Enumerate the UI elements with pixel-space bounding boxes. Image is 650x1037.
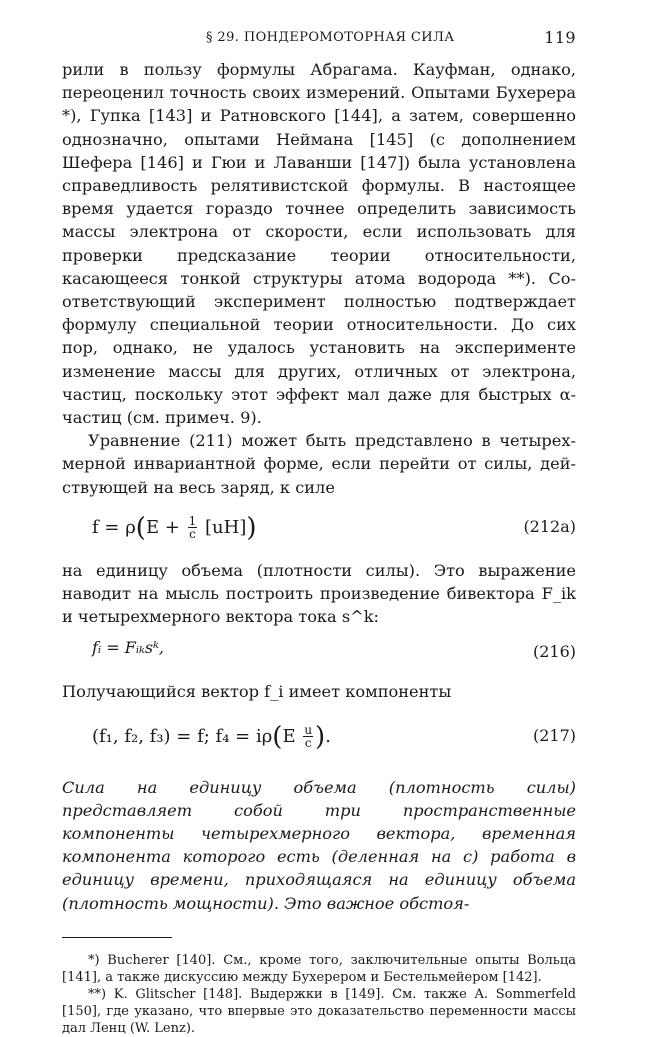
fraction-u-over-c: $\frac{u}{c}$ [304,723,313,751]
footnote-1: *) Bucherer [140]. См., кроме того, заключительные опыты Вольца [141], а также дискуссию между Бухерером и Бестельмейером [142]. [62,952,576,985]
fraction-1-over-c: $\frac{1}{c}$ [188,514,197,542]
footnote-divider [62,937,172,938]
equation-216 [62,638,576,668]
paragraph-5: Сила на единицу объема (плотность силы) представляет собой три пространственные компоненты четырехмерного вектора, временная компонента которого есть (деленная на c) работа в единицу времени, приходящаяся на единицу объема (плотность мощности). Это важное обстоя- [62,777,576,913]
equation-212a-body: f = ρ(E + $\frac{1}{c}$ [uH]) [92,512,257,543]
page-number: 119 [544,28,576,47]
paragraph-2: Уравнение (211) может быть представлено в четырехмерной инвариантной форме, если перейти от силы, действующей на весь заряд, к силе [62,431,576,497]
section-title: § 29. ПОНДЕРОМОТОРНАЯ СИЛА [206,30,455,45]
footnote-2: **) K. Glitscher [148]. Выдержки в [149]. См. также A. Sommerfeld [150], где указано, что впервые это доказательство переменности массы дал Ленц (W. Lenz). [62,986,576,1036]
equation-217-body: (f₁, f₂, f₃) = f; f₄ = iρ(E $\frac{u}{c}$ ). [92,721,331,752]
paragraph-1: рили в пользу формулы Абрагама. Кауфман, однако, переоценил точность своих измерений. Опытами Бухерера *), Гупка [143] и Ратновского [144], а затем, совершенно однозначно, опытами Неймана [145] (с дополнением Шефера [146] и Гюи и Лаванши [147]) была установлена справедливость релятивистской формулы. В настоящее время удается гораздо точнее определить зависимость массы электрона от скорости, если использовать для проверки предсказание теории относительности, касающееся тонкой структуры атома водорода **). Соответствующий эксперимент полностью подтверждает формулу специальной теории относительности. До сих пор, однако, не удалось установить на эксперименте изменение массы для других, отличных от электрона, частиц, поскольку этот эффект мал даже для быстрых α-частиц (см. примеч. 9). [62,60,576,428]
book-page [62,26,576,1037]
paragraph-4: Получающийся вектор f_i имеет компоненты [62,682,452,702]
equation-number-212a: (212a) [523,516,576,536]
equation-212a [62,513,576,547]
paragraph-3: на единицу объема (плотности силы). Это выражение наводит на мысль построить произведение бивектора F_ik и четырехмерного вектора тока s^k: [62,560,576,627]
equation-number-217: (217) [532,725,576,745]
running-header [62,26,576,52]
equation-217 [62,722,576,758]
equation-number-216: (216) [532,642,576,662]
equation-216-body: fᵢ = Fᵢₖsᵏ, [92,638,165,658]
